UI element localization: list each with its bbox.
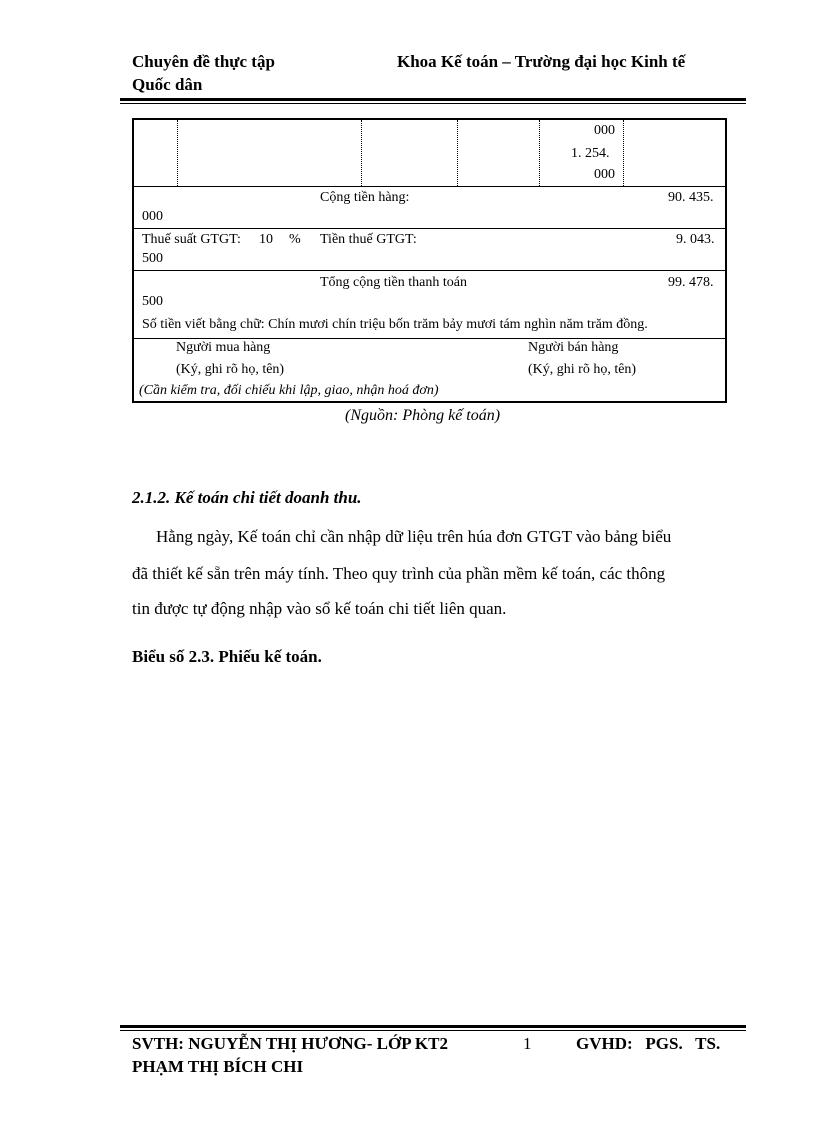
- subtotal-tail: 000: [142, 209, 163, 224]
- column-divider: [361, 120, 362, 186]
- form-title: Biểu số 2.3. Phiếu kế toán.: [132, 647, 322, 666]
- section-title: 2.1.2. Kế toán chi tiết doanh thu.: [132, 488, 362, 507]
- invoice-table: [132, 118, 727, 403]
- vat-rate-label: Thuế suất GTGT:: [142, 232, 241, 247]
- buyer-sign: (Ký, ghi rõ họ, tên): [176, 362, 285, 377]
- vat-amount-label: Tiền thuế GTGT:: [320, 232, 417, 247]
- footer-left-line2: PHẠM THỊ BÍCH CHI: [132, 1057, 304, 1076]
- row-divider: [134, 186, 725, 187]
- page-number: 1: [523, 1034, 532, 1053]
- paragraph-line: đã thiết kế sẵn trên máy tính. Theo quy trình của phần mềm kế toán, các thông: [132, 564, 666, 583]
- paragraph-line: Hằng ngày, Kế toán chỉ cần nhập dữ liệu trên húa đơn GTGT vào bảng biểu: [156, 527, 672, 546]
- header-left-line1: Chuyên đề thực tập: [132, 52, 275, 71]
- total-value: 99. 478.: [668, 275, 714, 290]
- total-label: Tổng cộng tiền thanh toán: [320, 275, 467, 290]
- subtotal-label: Cộng tiền hàng:: [320, 190, 410, 205]
- row-divider: [134, 228, 725, 229]
- column-divider: [177, 120, 178, 186]
- column-divider: [457, 120, 458, 186]
- vat-rate-unit: %: [289, 232, 301, 247]
- row-divider: [134, 338, 725, 339]
- buyer-label: Người mua hàng: [176, 340, 271, 355]
- subtotal-value: 90. 435.: [668, 190, 714, 205]
- header-right: Khoa Kế toán – Trường đại học Kinh tế: [397, 52, 686, 71]
- row-tail-b: 000: [594, 167, 615, 182]
- vat-amount-value: 9. 043.: [676, 232, 715, 247]
- header-left-line2: Quốc dân: [132, 75, 203, 94]
- footer-right: GVHD: PGS. TS.: [576, 1034, 721, 1053]
- seller-sign: (Ký, ghi rõ họ, tên): [528, 362, 637, 377]
- seller-label: Người bán hàng: [528, 340, 619, 355]
- row-amount: 1. 254.: [571, 146, 610, 161]
- vat-rate-value: 10: [259, 232, 273, 247]
- header-rule-thick: [120, 98, 746, 101]
- footer-left-line1: SVTH: NGUYỄN THỊ HƯƠNG- LỚP KT2: [132, 1034, 448, 1053]
- column-divider: [623, 120, 624, 186]
- source-note: (Nguồn: Phòng kế toán): [345, 407, 501, 424]
- footer-rule-thin: [120, 1030, 746, 1031]
- row-divider: [134, 270, 725, 271]
- amount-in-words: Số tiền viết bằng chữ: Chín mươi chín triệu bốn trăm bảy mươi tám nghìn năm trăm đồng.: [142, 317, 648, 332]
- footer-rule-thick: [120, 1025, 746, 1028]
- column-divider: [539, 120, 540, 186]
- invoice-note: (Cần kiểm tra, đối chiếu khi lập, giao, nhận hoá đơn): [139, 383, 439, 398]
- header-rule-thin: [120, 103, 746, 104]
- vat-tail: 500: [142, 251, 163, 266]
- total-tail: 500: [142, 294, 163, 309]
- row-tail-a: 000: [594, 123, 615, 138]
- paragraph-line: tin được tự động nhập vào sổ kế toán chi tiết liên quan.: [132, 599, 507, 618]
